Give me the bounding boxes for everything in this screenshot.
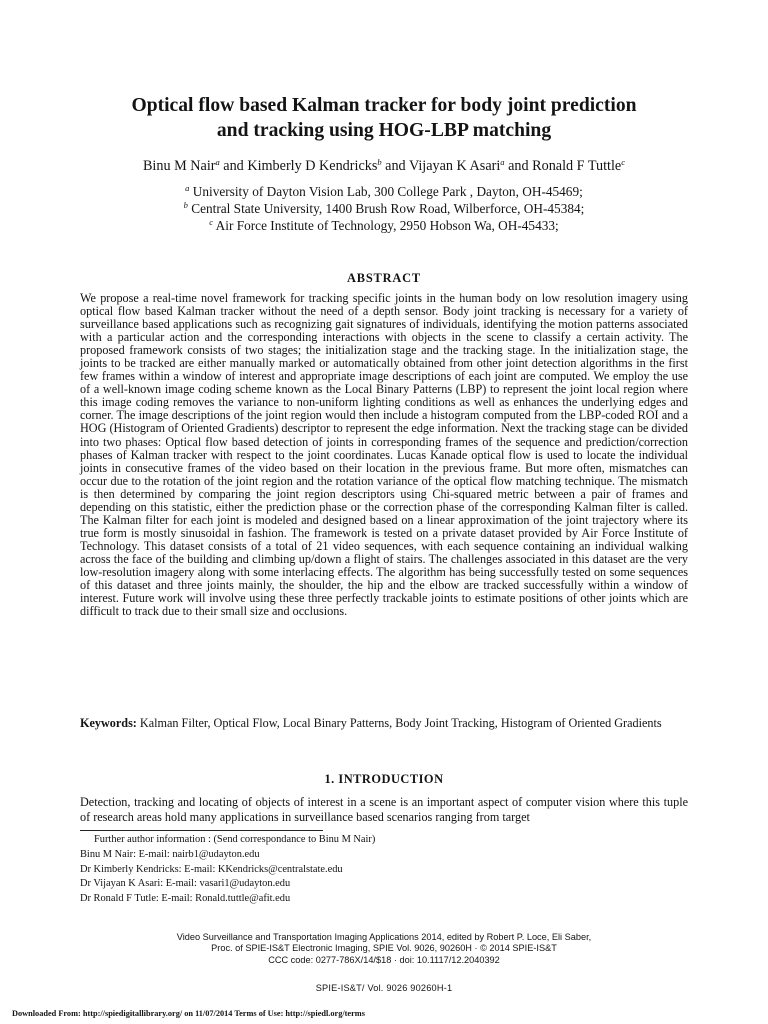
author-affil-marker: b <box>377 157 382 167</box>
footnote-line: Dr Vijayan K Asari: E-mail: vasari1@udayton.edu <box>80 878 291 890</box>
affiliation-text: Central State University, 1400 Brush Row Road, Wilberforce, OH-45384; <box>187 201 585 216</box>
abstract-heading: ABSTRACT <box>347 271 421 285</box>
abstract-body: We propose a real-time novel framework for tracking specific joints in the human body on low resolution imagery using optical flow based Kalman tracker without the need of a depth sensor. Body joint tracking is necessary for a variety of surveillance based applications such as recognizing gait signatures of individuals, identifying the motion patterns associated with a particular action and the corresponding interactions with objects in the scene to classify a certain activity. The proposed framework consists of two stages; the initialization stage and the tracking stage. In the initialization stage, the joints to be tracked are either manually marked or automatically obtained from other joint detection algorithms in the first few frames within a window of interest and appropriate image descriptions of each joint are computed. We employ the use of a well-known image coding scheme known as the Local Binary Patterns (LBP) to represent the joint local region where this image coding removes the variance to non-uniform lighting conditions as well as enhances the underlying edges and corner. The image descriptions of the joint region would then include a histogram computed from the LBP-coded ROI and a HOG (Histogram of Oriented Gradients) descriptor to represent the edge information. Next the tracking stage can be divided into two phases: Optical flow based detection of joints in corresponding frames of the sequence and prediction/correction phases of Kalman tracker with respect to the joint coordinates. Lucas Kanade optical flow is used to locate the individual joints in consecutive frames of the video based on their location in the previous frame. But more often, mismatches can occur due to the rotation of the joint region and the rotation variance of the optical flow matching technique. The mismatch is then determined by comparing the joint region descriptors using Chi-squared metric between a pair of frames and depending on this statistic, either the prediction phase or the correction phase of the corresponding Kalman filter is called. The Kalman filter for each joint is modeled and designed based on a linear approximation of the joint trajectory where its true form is mostly sinusoidal in fashion. The framework is tested on a private dataset provided by Air Force Institute of Technology. This dataset consists of a total of 21 video sequences, with each sequence containing an individual walking across the face of the building and climbing up/down a flight of stairs. The challenges associated in this dataset are the very low-resolution imagery along with some interlacing effects. The algorithm has being successfully tested on some sequences of this dataset and three joints mainly, the shoulder, the hip and the elbow are tracked successfully within a window of interest. Future work will involve using these three perfectly trackable joints to estimate positions of other joints which are difficult to track due to their small size and occlusions. <box>80 291 688 619</box>
author-name: Binu M Nair <box>142 158 216 174</box>
author-name: Vijayan K Asari <box>408 158 501 174</box>
keywords-text: Kalman Filter, Optical Flow, Local Binary Patterns, Body Joint Tracking, Histogram of Oriented Gradients <box>136 716 662 730</box>
proceedings-info <box>60 932 708 966</box>
affiliation <box>60 217 708 234</box>
author-affil-marker: a <box>500 157 505 167</box>
footnote-line: Further author information : (Send correspondance to Binu M Nair) <box>94 834 376 845</box>
author-separator: and <box>504 158 533 174</box>
introduction-body: Detection, tracking and locating of objects of interest in a scene is an important aspect of computer vision where this tuple of research areas hold many applications in surveillance based scenarios ranging from target <box>80 795 688 824</box>
author-name: Kimberly D Kendricks <box>247 158 378 174</box>
affiliation-list <box>60 183 708 234</box>
author-separator: and <box>219 158 248 174</box>
author-list <box>60 157 708 175</box>
section-heading-introduction: 1. INTRODUCTION <box>324 772 444 786</box>
affiliation-text: University of Dayton Vision Lab, 300 College Park , Dayton, OH-45469; <box>189 184 583 199</box>
affiliation-marker: c <box>209 217 214 227</box>
footnote-divider <box>80 830 323 831</box>
footnote-line: Binu M Nair: E-mail: nairb1@udayton.edu <box>80 848 260 860</box>
footnotes <box>80 833 680 907</box>
footnote-line: Dr Kimberly Kendricks: E-mail: KKendricks@centralstate.edu <box>80 863 343 875</box>
affiliation <box>60 200 708 217</box>
proceedings-line: Video Surveillance and Transportation Imaging Applications 2014, edited by Robert P. Loce, Eli Saber, <box>176 932 592 942</box>
author-separator: and <box>381 158 409 174</box>
affiliation-marker: a <box>185 183 190 193</box>
author-affil-marker: a <box>215 157 220 167</box>
title-line-2: and tracking using HOG-LBP matching <box>216 120 552 141</box>
affiliation-text: Air Force Institute of Technology, 2950 Hobson Wa, OH-45433; <box>213 218 559 233</box>
author-affil-marker: c <box>621 157 626 167</box>
keywords-label: Keywords: <box>80 716 137 730</box>
page-number: SPIE-IS&T/ Vol. 9026 90260H-1 <box>315 983 453 993</box>
footnote-line: Dr Ronald F Tutle: E-mail: Ronald.tuttle@afit.edu <box>80 893 291 905</box>
affiliation <box>60 183 708 200</box>
proceedings-line: Proc. of SPIE-IS&T Electronic Imaging, SPIE Vol. 9026, 90260H · © 2014 SPIE-IS&T <box>211 943 557 954</box>
proceedings-line: CCC code: 0277-786X/14/$18 · doi: 10.1117/12.2040392 <box>268 954 500 965</box>
author-name: Ronald F Tuttle <box>532 158 622 174</box>
paper-title <box>60 93 708 143</box>
download-notice: Downloaded From: http://spiedigitallibrary.org/ on 11/07/2014 Terms of Use: http://spiedl.org/terms <box>12 1009 365 1018</box>
affiliation-marker: b <box>183 200 188 210</box>
keywords <box>80 717 688 730</box>
title-line-1: Optical flow based Kalman tracker for body joint prediction <box>131 95 637 116</box>
